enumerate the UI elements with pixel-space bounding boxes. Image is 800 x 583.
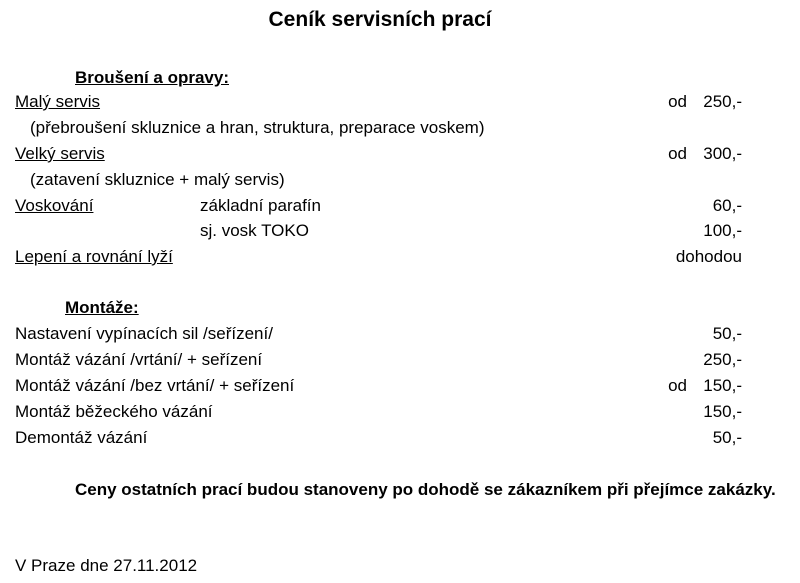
service-label: Montáž vázání /vrtání/ + seřízení (15, 350, 263, 369)
service-note: (zatavení skluznice + malý servis) (30, 170, 285, 189)
price-row-large-service (15, 142, 742, 166)
price-row-waxing-toko (15, 219, 742, 243)
service-price: 250,- (703, 350, 742, 369)
price-row-binding-no-drilling (15, 374, 742, 398)
service-sub-label: sj. vosk TOKO (200, 221, 309, 240)
service-price: 60,- (712, 196, 742, 215)
price-prefix: od (668, 92, 687, 111)
service-note: (přebroušení skluznice a hran, struktura, preparace voskem) (30, 118, 485, 137)
pricing-note: Ceny ostatních prací budou stanoveny po dohodě se zákazníkem při přejímce zakázky. (75, 480, 776, 499)
service-price: 300,- (703, 144, 742, 163)
service-price: 100,- (703, 221, 742, 240)
price-row-gluing (15, 245, 742, 269)
service-label: Voskování (15, 196, 94, 215)
page-title: Ceník servisních prací (268, 8, 492, 31)
service-price: 150,- (703, 402, 742, 421)
price-prefix: od (668, 144, 687, 163)
price-row-waxing-basic (15, 194, 742, 218)
section-heading-mounting: Montáže: (65, 298, 139, 317)
service-price: 150,- (703, 376, 742, 395)
price-row-small-service (15, 90, 742, 114)
price-prefix: od (668, 376, 687, 395)
service-label: Lepení a rovnání lyží (15, 247, 173, 266)
service-label: Nastavení vypínacích sil /seřízení/ (15, 324, 273, 343)
service-label: Demontáž vázání (15, 428, 148, 447)
service-label: Montáž běžeckého vázání (15, 402, 213, 421)
service-label: Velký servis (15, 144, 105, 163)
service-sub-label: základní parafín (200, 196, 321, 215)
price-row-binding-drilling (15, 348, 742, 372)
service-price: dohodou (675, 247, 742, 266)
service-label: Malý servis (15, 92, 101, 111)
price-row-binding-removal (15, 426, 742, 450)
service-price: 250,- (703, 92, 742, 111)
service-price: 50,- (712, 428, 742, 447)
price-row-xc-binding (15, 400, 742, 424)
section-heading-grinding: Broušení a opravy: (75, 68, 229, 87)
price-row-release-setting (15, 322, 742, 346)
service-price: 50,- (712, 324, 742, 343)
document-date: V Praze dne 27.11.2012 (15, 556, 198, 575)
service-label: Montáž vázání /bez vrtání/ + seřízení (15, 376, 295, 395)
